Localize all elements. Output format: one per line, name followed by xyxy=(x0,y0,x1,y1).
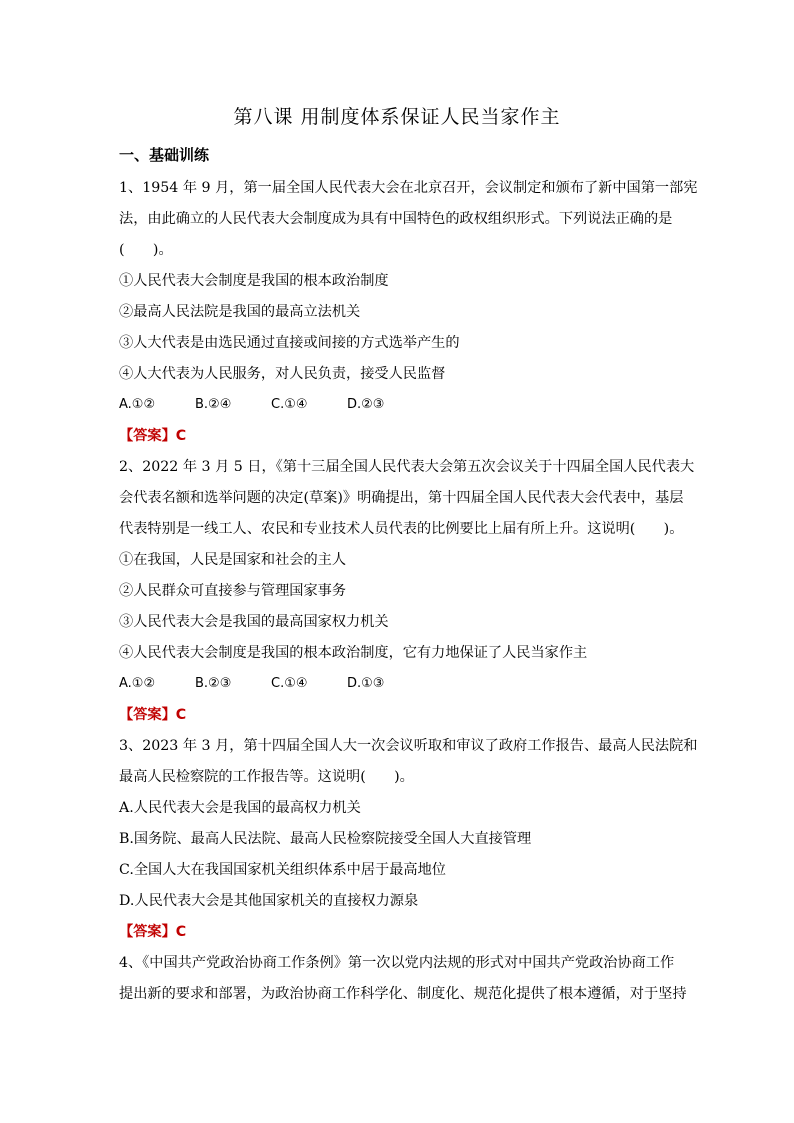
answer-value: C xyxy=(175,924,187,940)
q2-options xyxy=(119,673,679,695)
q3-line: 最高人民检察院的工作报告等。这说明( )。 xyxy=(119,769,414,785)
q2-statement: ④人民代表大会制度是我国的根本政治制度，它有力地保证了人民当家作主 xyxy=(119,645,588,661)
q1-line: 1、1954 年 9 月，第一届全国人民代表大会在北京召开，会议制定和颁布了新中国第一部宪 xyxy=(119,180,698,196)
q1-options xyxy=(119,394,679,416)
q2-option: A.①② xyxy=(119,676,156,691)
q2-option: C.①④ xyxy=(271,676,308,691)
q2-option: B.②③ xyxy=(195,676,232,691)
q1-answer xyxy=(119,425,186,447)
q1-statement: ②最高人民法院是我国的最高立法机关 xyxy=(119,304,361,320)
answer-value: C xyxy=(175,428,187,444)
section-heading: 一、基础训练 xyxy=(119,146,210,164)
q2-statement: ②人民群众可直接参与管理国家事务 xyxy=(119,583,347,599)
page-title: 第八课 用制度体系保证人民当家作主 xyxy=(233,106,561,128)
q2-line: 2、2022 年 3 月 5 日，《第十三届全国人民代表大会第五次会议关于十四届全国人民代表大 xyxy=(119,459,695,475)
q2-line: 会代表名额和选举问题的决定(草案)》明确提出，第十四届全国人民代表大会代表中，基层 xyxy=(119,490,684,506)
q1-option: B.②④ xyxy=(195,397,232,412)
q3-option: B.国务院、最高人民法院、最高人民检察院接受全国人大直接管理 xyxy=(119,831,532,847)
q2-statement: ③人民代表大会是我国的最高国家权力机关 xyxy=(119,614,389,630)
q1-statement: ①人民代表大会制度是我国的根本政治制度 xyxy=(119,273,389,289)
q3-option: A.人民代表大会是我国的最高权力机关 xyxy=(119,800,361,816)
q3-answer xyxy=(119,921,186,943)
q1-statement: ④人大代表为人民服务，对人民负责，接受人民监督 xyxy=(119,366,446,382)
q4-line: 提出新的要求和部署，为政治协商工作科学化、制度化、规范化提供了根本遵循，对于坚持 xyxy=(119,986,687,1002)
q3-line: 3、2023 年 3 月，第十四届全国人大一次会议听取和审议了政府工作报告、最高人民法院和 xyxy=(119,738,698,754)
q1-option: C.①④ xyxy=(271,397,308,412)
q2-option: D.①③ xyxy=(347,676,385,691)
q1-option: A.①② xyxy=(119,397,156,412)
q1-line: 法，由此确立的人民代表大会制度成为具有中国特色的政权组织形式。下列说法正确的是 xyxy=(119,211,673,227)
answer-value: C xyxy=(175,707,187,723)
q2-statement: ①在我国，人民是国家和社会的主人 xyxy=(119,552,347,568)
q1-statement: ③人大代表是由选民通过直接或间接的方式选举产生的 xyxy=(119,335,460,351)
q2-answer xyxy=(119,704,186,726)
answer-label: 【答案】 xyxy=(119,428,176,444)
q4-line: 4、《中国共产党政治协商工作条例》第一次以党内法规的形式对中国共产党政治协商工作 xyxy=(119,955,675,971)
q2-line: 代表特别是一线工人、农民和专业技术人员代表的比例要比上届有所上升。这说明( )。 xyxy=(119,521,684,537)
q1-option: D.②③ xyxy=(347,397,385,412)
q3-option: D.人民代表大会是其他国家机关的直接权力源泉 xyxy=(119,893,419,909)
q3-option: C.全国人大在我国国家机关组织体系中居于最高地位 xyxy=(119,862,446,878)
answer-label: 【答案】 xyxy=(119,707,176,723)
answer-label: 【答案】 xyxy=(119,924,176,940)
q1-line: ( )。 xyxy=(119,242,173,258)
